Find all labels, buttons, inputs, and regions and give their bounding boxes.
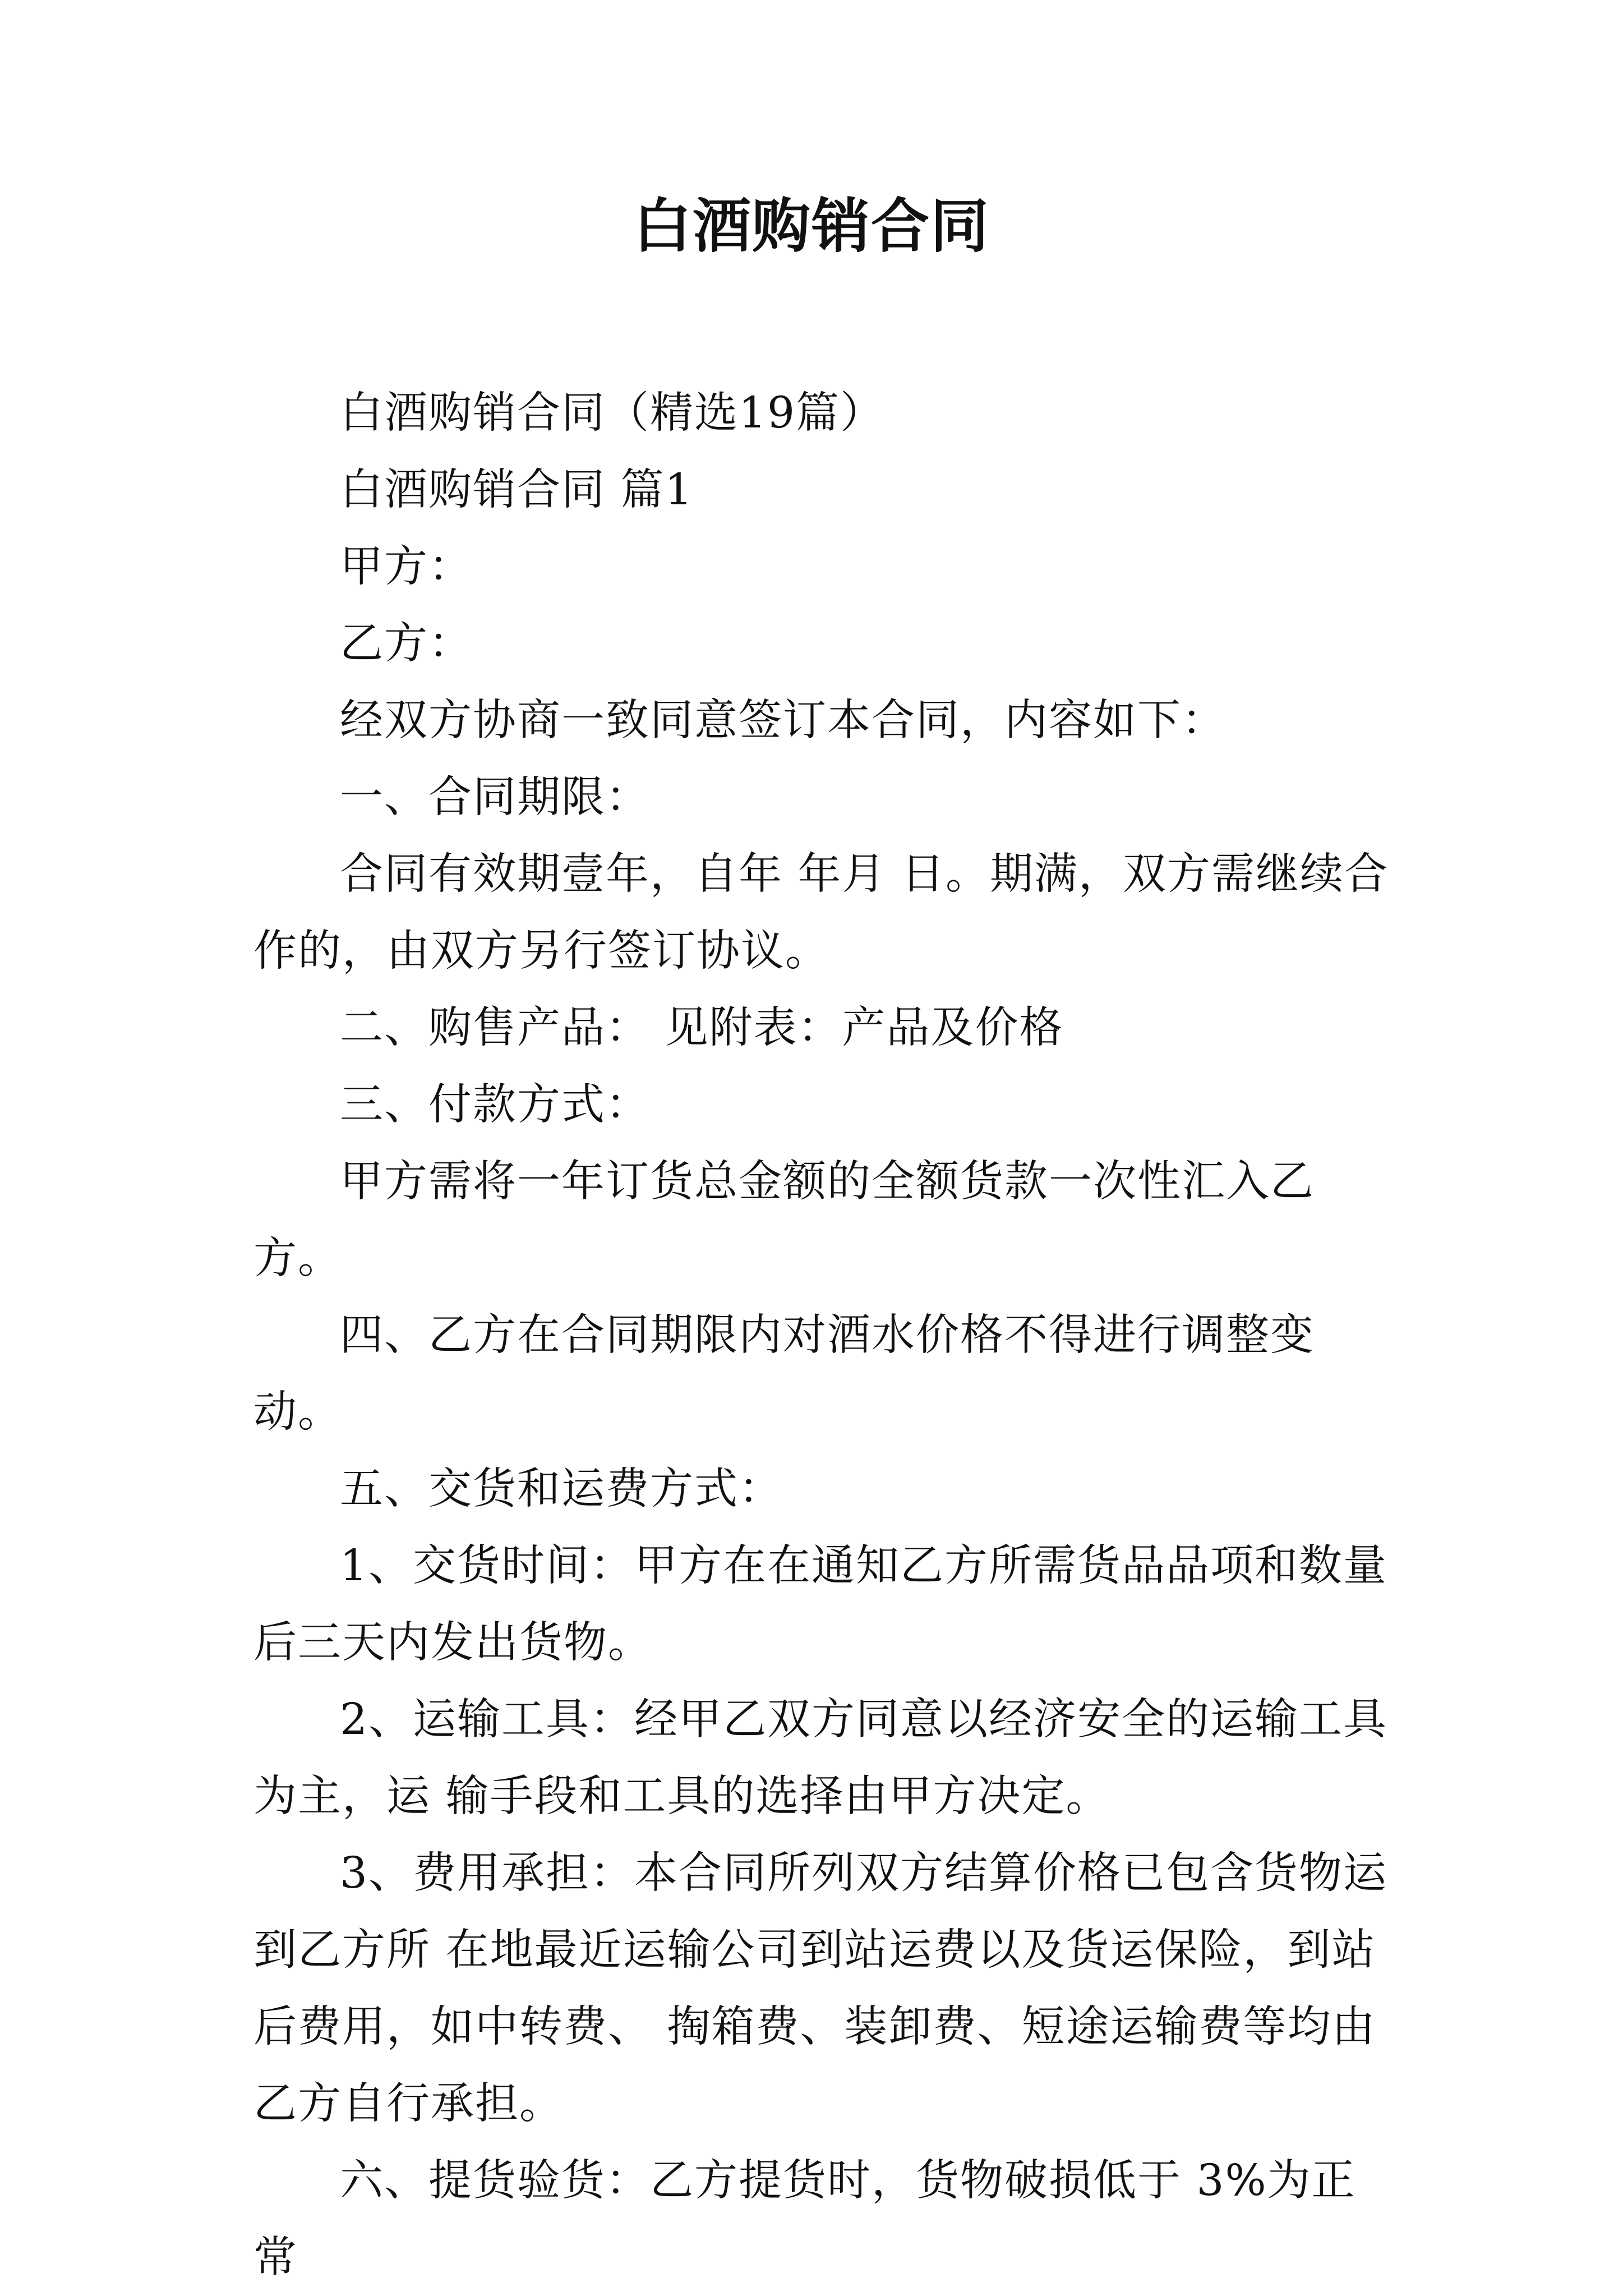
paragraph-clause-6: 六、提货验货：乙方提货时，货物破损低于 3%为正常 (253, 2156, 1356, 2283)
paragraph-clause-2: 二、购售产品： 见附表：产品及价格 (340, 1003, 1064, 1053)
paragraph-agreement-intro: 经双方协商一致同意签订本合同，内容如下： (340, 696, 1226, 746)
paragraph-clause-5-item-3: 3、费用承担：本合同所列双方结算价格已包含货物运到乙方所 在地最近运输公司到站运费以及货运保险，到站后费用，如中转费、 掏箱费、装卸费、短途运输费等均由乙方自行承担。 (253, 1848, 1387, 2129)
paragraph-clause-5-item-1: 1、交货时间：甲方在在通知乙方所需货品品项和数量后三天内发出货物。 (253, 1541, 1387, 1668)
paragraph-party-b: 乙方： (340, 619, 473, 669)
document-title: 白酒购销合同 (633, 191, 990, 260)
paragraph-clause-1-heading: 一、合同期限： (340, 772, 650, 822)
paragraph-clause-1-body: 合同有效期壹年，自年 年月 日。期满，双方需继续合作的，由双方另行签订协议。 (253, 849, 1389, 976)
paragraph-subtitle: 白酒购销合同（精选19篇） (340, 388, 884, 438)
paragraph-clause-4: 四、乙方在合同期限内对酒水价格不得进行调整变动。 (253, 1310, 1315, 1437)
document-body (253, 375, 1398, 2296)
paragraph-party-a: 甲方： (340, 542, 473, 592)
paragraph-clause-3-heading: 三、付款方式： (340, 1080, 650, 1130)
paragraph-clause-3-body: 甲方需将一年订货总金额的全额货款一次性汇入乙方。 (253, 1157, 1315, 1283)
paragraph-section-heading: 白酒购销合同 篇1 (340, 465, 694, 515)
paragraph-clause-5-heading: 五、交货和运费方式： (340, 1464, 783, 1514)
paragraph-clause-5-item-2: 2、运输工具：经甲乙双方同意以经济安全的运输工具为主，运 输手段和工具的选择由甲方决定。 (253, 1695, 1387, 1821)
